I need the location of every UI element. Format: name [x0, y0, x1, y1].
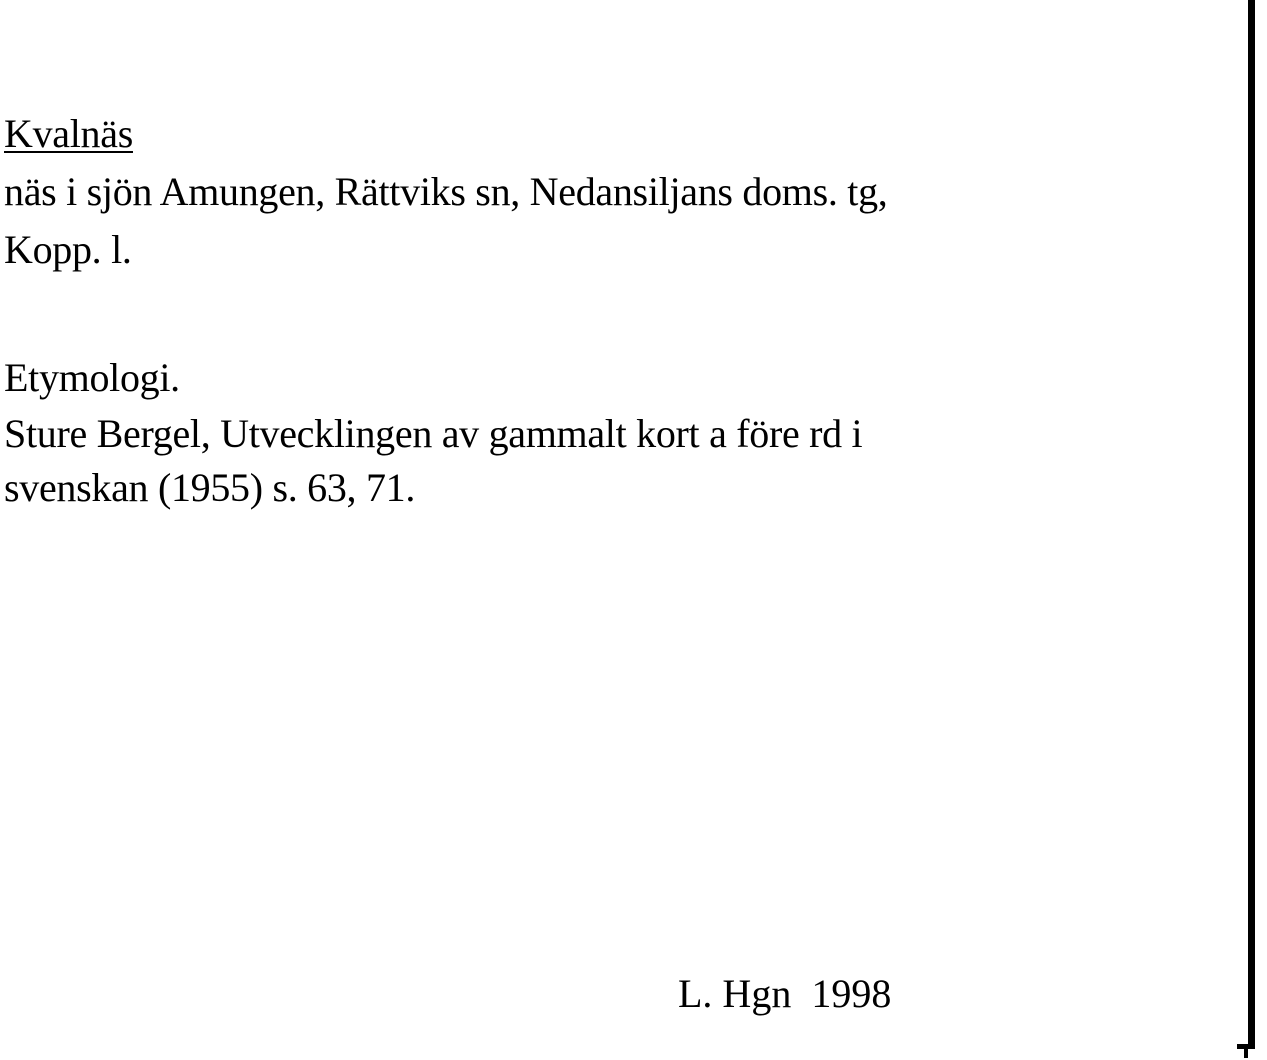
etymology-heading: Etymologi.: [4, 355, 180, 400]
reference-line-1: Sture Bergel, Utvecklingen av gammalt kort a före rd i: [4, 411, 863, 456]
signature: L. Hgn 1998: [678, 971, 892, 1016]
headword: Kvalnäs: [4, 111, 133, 156]
card-edge-line: [1248, 0, 1255, 1048]
description-line-2: Kopp. l.: [4, 227, 132, 272]
reference-line-2: svenskan (1955) s. 63, 71.: [4, 465, 416, 510]
description-line-1: näs i sjön Amungen, Rättviks sn, Nedansiljans doms. tg,: [4, 169, 888, 214]
card-edge-tick: [1244, 1049, 1248, 1058]
